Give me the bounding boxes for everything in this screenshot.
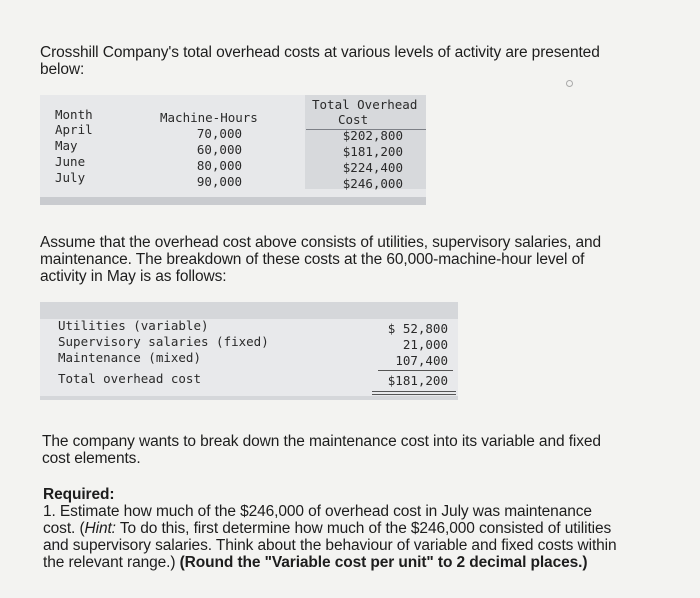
header-total-overhead: Total Overhead: [312, 97, 418, 112]
breakdown-total-value: $181,200: [387, 373, 448, 388]
table-row-hours: 60,000: [196, 142, 242, 157]
table2-bottom-band: [40, 396, 458, 400]
table2-top-band: [40, 302, 458, 319]
header-month: Month: [55, 107, 93, 122]
breakdown-value: $ 52,800: [387, 321, 448, 336]
table-row-hours: 80,000: [196, 158, 242, 173]
required-line-2-post: To do this, first determine how much of the $246,000 consisted of utilities: [115, 520, 612, 537]
breakdown-value: 21,000: [402, 337, 448, 352]
required-line-4-pre: the relevant range.): [43, 554, 180, 571]
table1-bottom-band: [40, 197, 426, 205]
total-double-underline-top: [372, 391, 456, 392]
table-row-month: July: [55, 170, 86, 185]
subtotal-underline: [378, 370, 453, 371]
breakdown-label: Utilities (variable): [58, 318, 209, 333]
breakdown-value: 107,400: [395, 353, 448, 368]
assumption-paragraph: [40, 234, 601, 285]
intro-paragraph: [40, 44, 600, 78]
header-machine-hours: Machine-Hours: [160, 110, 258, 125]
required-line-1: 1. Estimate how much of the $246,000 of overhead cost in July was maintenance: [43, 503, 592, 520]
total-double-underline-bottom: [372, 394, 456, 395]
table-row-cost: $224,400: [342, 160, 403, 175]
assume-line-1: Assume that the overhead cost above consists of utilities, supervisory salaries, and: [40, 234, 602, 251]
hint-label: Hint:: [84, 520, 116, 537]
company-paragraph: [42, 433, 601, 467]
assume-line-3: activity in May is as follows:: [40, 268, 227, 285]
required-title: Required:: [43, 486, 115, 503]
rounding-instruction: (Round the "Variable cost per unit" to 2 decimal places.): [179, 554, 588, 571]
table-row-month: April: [55, 122, 93, 137]
assume-line-2: maintenance. The breakdown of these costs at the 60,000-machine-hour level of: [40, 251, 585, 268]
table-row-hours: 70,000: [196, 126, 242, 141]
table-row-hours: 90,000: [196, 174, 242, 189]
intro-line-1: Crosshill Company's total overhead costs at various levels of activity are presented: [40, 44, 600, 61]
company-line-1: The company wants to break down the maintenance cost into its variable and fixed: [42, 433, 601, 450]
table-row-cost: $202,800: [342, 128, 403, 143]
intro-line-2: below:: [40, 61, 85, 78]
required-line-2-pre: cost. (: [43, 520, 85, 537]
breakdown-total-label: Total overhead cost: [58, 371, 201, 386]
header-cost: Cost: [338, 112, 369, 127]
breakdown-label: Maintenance (mixed): [58, 350, 201, 365]
table-row-cost: $246,000: [342, 176, 403, 191]
breakdown-label: Supervisory salaries (fixed): [58, 334, 269, 349]
required-line-4: [43, 554, 617, 571]
company-line-2: cost elements.: [42, 450, 141, 467]
required-line-3: and supervisory salaries. Think about the behaviour of variable and fixed costs within: [43, 537, 617, 554]
decorative-dot: [566, 80, 573, 87]
required-section: [43, 486, 617, 571]
required-line-2: [43, 520, 617, 537]
table-row-month: May: [55, 138, 78, 153]
table-row-cost: $181,200: [342, 144, 403, 159]
table-row-month: June: [55, 154, 86, 169]
